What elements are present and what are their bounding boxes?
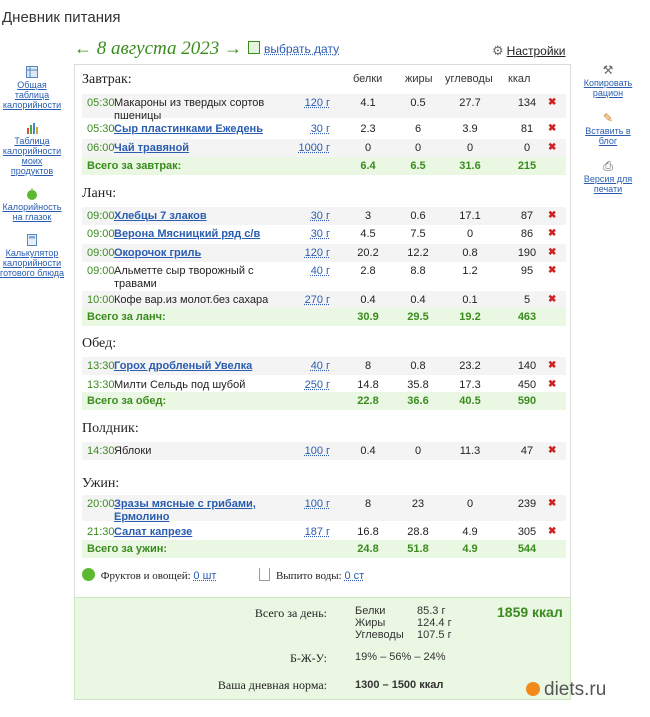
table-icon	[26, 66, 38, 78]
food-time: 09:00	[87, 265, 115, 277]
paste-icon: ✎	[602, 111, 614, 125]
food-fat: 23	[411, 498, 425, 510]
food-name: Милти Сельдь под шубой	[114, 379, 246, 391]
print-version-button[interactable]: ⎙ Версия для печати	[583, 159, 633, 194]
food-quantity[interactable]: 40 г	[310, 265, 330, 277]
delete-icon[interactable]: ✖	[548, 379, 557, 390]
apple-icon	[82, 568, 95, 581]
food-kcal: 86	[520, 228, 534, 240]
food-carbs: 23.2	[459, 360, 481, 372]
meal-total-value: 30.9	[357, 311, 379, 323]
fat-label: Жиры	[355, 617, 386, 629]
food-kcal: 305	[517, 526, 537, 538]
copy-icon: ⚒	[602, 63, 614, 77]
food-carbs: 0	[466, 228, 474, 240]
gear-icon: ⚙	[492, 43, 504, 58]
meal-total-value: 544	[517, 543, 537, 555]
food-protein: 4.1	[360, 97, 376, 109]
meal-total-value: 215	[517, 160, 537, 172]
meal-total-value: 4.9	[462, 543, 478, 555]
food-time: 05:30	[87, 97, 115, 109]
food-fat: 0.4	[410, 294, 426, 306]
extras-bar	[82, 568, 364, 582]
food-carbs: 3.9	[462, 123, 478, 135]
meal-total-value: 29.5	[407, 311, 429, 323]
next-day-arrow[interactable]: →	[223, 38, 242, 58]
food-time: 10:00	[87, 294, 115, 306]
delete-icon[interactable]: ✖	[548, 123, 557, 134]
meal-total-row	[82, 392, 566, 410]
food-name[interactable]: Салат капрезе	[114, 526, 193, 538]
food-fat: 0.8	[410, 360, 426, 372]
food-time: 09:00	[87, 247, 115, 259]
food-kcal: 140	[517, 360, 537, 372]
food-protein: 16.8	[357, 526, 379, 538]
diary-panel	[74, 64, 571, 598]
meal-total-row	[82, 308, 566, 326]
food-quantity[interactable]: 30 г	[310, 123, 330, 135]
food-carbs: 1.2	[462, 265, 478, 277]
brand-logo: diets.ru	[526, 679, 606, 701]
food-protein: 3	[364, 210, 372, 222]
norm-label: Ваша дневная норма:	[217, 678, 327, 692]
food-carbs: 0.1	[462, 294, 478, 306]
day-kcal-total: 1859 ккал	[497, 604, 563, 620]
meal-total-value: 22.8	[357, 395, 379, 407]
left-nav-estimate[interactable]: Калорийность на глазок	[0, 188, 64, 222]
col-carbs: углеводы	[445, 73, 493, 85]
fat-value: 124.4 г	[417, 617, 452, 629]
food-row	[82, 262, 566, 290]
food-carbs: 11.3	[459, 445, 481, 457]
calculator-icon	[26, 234, 38, 246]
food-name: Альметте сыр творожный с травами	[114, 265, 254, 290]
meal-total-row	[82, 157, 566, 175]
paste-to-blog-button[interactable]: ✎ Вставить в блог	[585, 111, 631, 146]
food-kcal: 0	[523, 142, 531, 154]
food-name[interactable]: Окорочок гриль	[114, 247, 202, 259]
food-row	[82, 139, 566, 157]
delete-icon[interactable]: ✖	[548, 265, 557, 276]
fruits-label: Фруктов и овощей:	[100, 570, 191, 582]
food-fat: 0.5	[410, 97, 426, 109]
food-carbs: 0	[466, 142, 474, 154]
apple-icon	[26, 188, 38, 200]
food-fat: 35.8	[407, 379, 429, 391]
delete-icon[interactable]: ✖	[548, 247, 557, 258]
food-row	[82, 207, 566, 225]
meal-total-value: 590	[517, 395, 537, 407]
day-total-label: Всего за день:	[254, 606, 327, 620]
settings-label: Настройки	[506, 44, 566, 58]
delete-icon[interactable]: ✖	[548, 294, 557, 305]
food-name[interactable]: Сыр пластинками Ежедень	[114, 123, 263, 135]
food-time: 14:30	[87, 445, 115, 457]
meal-total-label: Всего за ужин:	[87, 543, 168, 555]
food-row	[82, 244, 566, 262]
food-name[interactable]: Зразы мясные с грибами, Ермолино	[114, 498, 256, 523]
food-time: 06:00	[87, 142, 115, 154]
food-fat: 28.8	[407, 526, 429, 538]
page-title: Дневник питания	[2, 9, 121, 26]
food-row	[82, 442, 566, 460]
food-carbs: 0.8	[462, 247, 478, 259]
food-kcal: 5	[523, 294, 531, 306]
date-navigator	[74, 38, 242, 60]
food-protein: 2.8	[360, 265, 376, 277]
delete-icon[interactable]: ✖	[548, 526, 557, 537]
glass-icon	[259, 568, 270, 581]
food-protein: 2.3	[360, 123, 376, 135]
food-row	[82, 357, 566, 375]
food-quantity[interactable]: 40 г	[310, 360, 330, 372]
calendar-icon	[248, 41, 260, 54]
ratio-value: 19% – 56% – 24%	[355, 651, 446, 663]
meal-title: Завтрак:	[82, 72, 132, 87]
food-protein: 14.8	[357, 379, 379, 391]
food-carbs: 4.9	[462, 526, 478, 538]
food-protein: 8	[364, 498, 372, 510]
food-name[interactable]: Верона Мясницкий ряд с/в	[114, 228, 261, 240]
food-kcal: 95	[520, 265, 534, 277]
food-kcal: 47	[520, 445, 534, 457]
carbs-value: 107.5 г	[417, 629, 452, 641]
delete-icon[interactable]: ✖	[548, 498, 557, 509]
food-time: 13:30	[87, 360, 115, 372]
food-carbs: 17.1	[459, 210, 481, 222]
carbs-label: Углеводы	[355, 629, 404, 641]
food-row	[82, 291, 566, 309]
food-row	[82, 495, 566, 521]
settings-button[interactable]	[492, 43, 566, 59]
food-kcal: 134	[517, 97, 537, 109]
meal-total-value: 19.2	[459, 311, 481, 323]
prev-day-arrow[interactable]: ←	[74, 38, 92, 58]
fruit-logo-icon	[526, 682, 540, 696]
left-nav-calorie-table[interactable]: Общая таблица калорийности	[0, 66, 64, 110]
copy-ration-button[interactable]: ⚒ Копировать рацион	[583, 63, 633, 98]
food-quantity[interactable]: 120 г	[304, 97, 330, 109]
meal-total-row	[82, 540, 566, 558]
delete-icon[interactable]: ✖	[548, 97, 557, 108]
food-time: 21:30	[87, 526, 115, 538]
food-kcal: 87	[520, 210, 534, 222]
food-protein: 20.2	[357, 247, 379, 259]
food-kcal: 450	[517, 379, 537, 391]
delete-icon[interactable]: ✖	[548, 360, 557, 371]
food-time: 09:00	[87, 210, 115, 222]
food-time: 20:00	[87, 498, 115, 510]
left-nav-calculator[interactable]: Калькулятор калорийности готового блюда	[0, 234, 64, 278]
food-name[interactable]: Горох дробленый Увелка	[114, 360, 253, 372]
col-protein: белки	[353, 73, 383, 85]
meal-total-value: 31.6	[459, 160, 481, 172]
food-fat: 0.6	[410, 210, 426, 222]
current-date: 8 августа 2023	[96, 38, 220, 59]
food-fat: 0	[414, 142, 422, 154]
food-carbs: 27.7	[459, 97, 481, 109]
meal-total-label: Всего за ланч:	[87, 311, 166, 323]
food-carbs: 17.3	[459, 379, 481, 391]
food-quantity[interactable]: 1000 г	[298, 142, 330, 154]
food-time: 05:30	[87, 123, 115, 135]
meal-total-value: 6.5	[410, 160, 426, 172]
left-nav-my-products[interactable]: Таблица калорийности моих продуктов	[0, 122, 64, 176]
food-quantity[interactable]: 250 г	[304, 379, 330, 391]
water-label: Выпито воды:	[275, 570, 342, 582]
food-protein: 0	[364, 142, 372, 154]
meal-total-value: 40.5	[459, 395, 481, 407]
food-kcal: 239	[517, 498, 537, 510]
food-kcal: 81	[520, 123, 534, 135]
food-name[interactable]: Чай травяной	[114, 142, 190, 154]
food-time: 09:00	[87, 228, 115, 240]
delete-icon[interactable]: ✖	[548, 445, 557, 456]
food-quantity[interactable]: 100 г	[304, 498, 330, 510]
food-carbs: 0	[466, 498, 474, 510]
ratio-label: Б-Ж-У:	[289, 651, 327, 665]
norm-value: 1300 – 1500 ккал	[355, 679, 444, 691]
meal-total-label: Всего за обед:	[87, 395, 167, 407]
delete-icon[interactable]: ✖	[548, 210, 557, 221]
meal-title: Ужин:	[82, 476, 120, 491]
food-protein: 4.5	[360, 228, 376, 240]
food-fat: 6	[414, 123, 422, 135]
food-name[interactable]: Хлебцы 7 злаков	[114, 210, 207, 222]
right-nav	[578, 64, 638, 208]
protein-value: 85.3 г	[417, 605, 446, 617]
col-fat: жиры	[405, 73, 433, 85]
food-fat: 12.2	[407, 247, 429, 259]
food-name: Кофе вар.из молот.без сахара	[114, 294, 269, 306]
food-quantity[interactable]: 187 г	[304, 526, 330, 538]
meal-title: Ланч:	[82, 186, 117, 201]
food-name: Макароны из твердых сортов пшеницы	[114, 97, 265, 122]
chart-icon	[26, 122, 38, 134]
meal-total-value: 6.4	[360, 160, 376, 172]
meal-total-value: 463	[517, 311, 537, 323]
pick-date-button[interactable]	[248, 41, 339, 56]
food-row	[82, 94, 566, 122]
meal-title: Обед:	[82, 336, 117, 351]
meal-title: Полдник:	[82, 421, 139, 436]
left-nav	[0, 66, 64, 290]
food-protein: 0.4	[360, 294, 376, 306]
meal-total-value: 24.8	[357, 543, 379, 555]
food-row	[82, 120, 566, 138]
delete-icon[interactable]: ✖	[548, 142, 557, 153]
meal-total-value: 36.6	[407, 395, 429, 407]
food-protein: 8	[364, 360, 372, 372]
day-summary	[74, 597, 571, 700]
food-fat: 0	[414, 445, 422, 457]
food-fat: 7.5	[410, 228, 426, 240]
food-quantity[interactable]: 30 г	[310, 228, 330, 240]
food-quantity[interactable]: 120 г	[304, 247, 330, 259]
food-fat: 8.8	[410, 265, 426, 277]
food-quantity[interactable]: 30 г	[310, 210, 330, 222]
food-kcal: 190	[517, 247, 537, 259]
pick-date-label: выбрать дату	[264, 42, 340, 56]
water-count[interactable]: 0 ст	[344, 570, 365, 582]
food-row	[82, 523, 566, 541]
food-protein: 0.4	[360, 445, 376, 457]
food-time: 13:30	[87, 379, 115, 391]
print-icon: ⎙	[603, 159, 613, 173]
protein-label: Белки	[355, 605, 386, 617]
fruits-count[interactable]: 0 шт	[193, 570, 217, 582]
food-name: Яблоки	[114, 445, 152, 457]
col-kcal: ккал	[508, 73, 531, 85]
food-row	[82, 225, 566, 243]
meal-total-value: 51.8	[407, 543, 429, 555]
delete-icon[interactable]: ✖	[548, 228, 557, 239]
meal-total-label: Всего за завтрак:	[87, 160, 182, 172]
food-quantity[interactable]: 270 г	[304, 294, 330, 306]
food-quantity[interactable]: 100 г	[304, 445, 330, 457]
